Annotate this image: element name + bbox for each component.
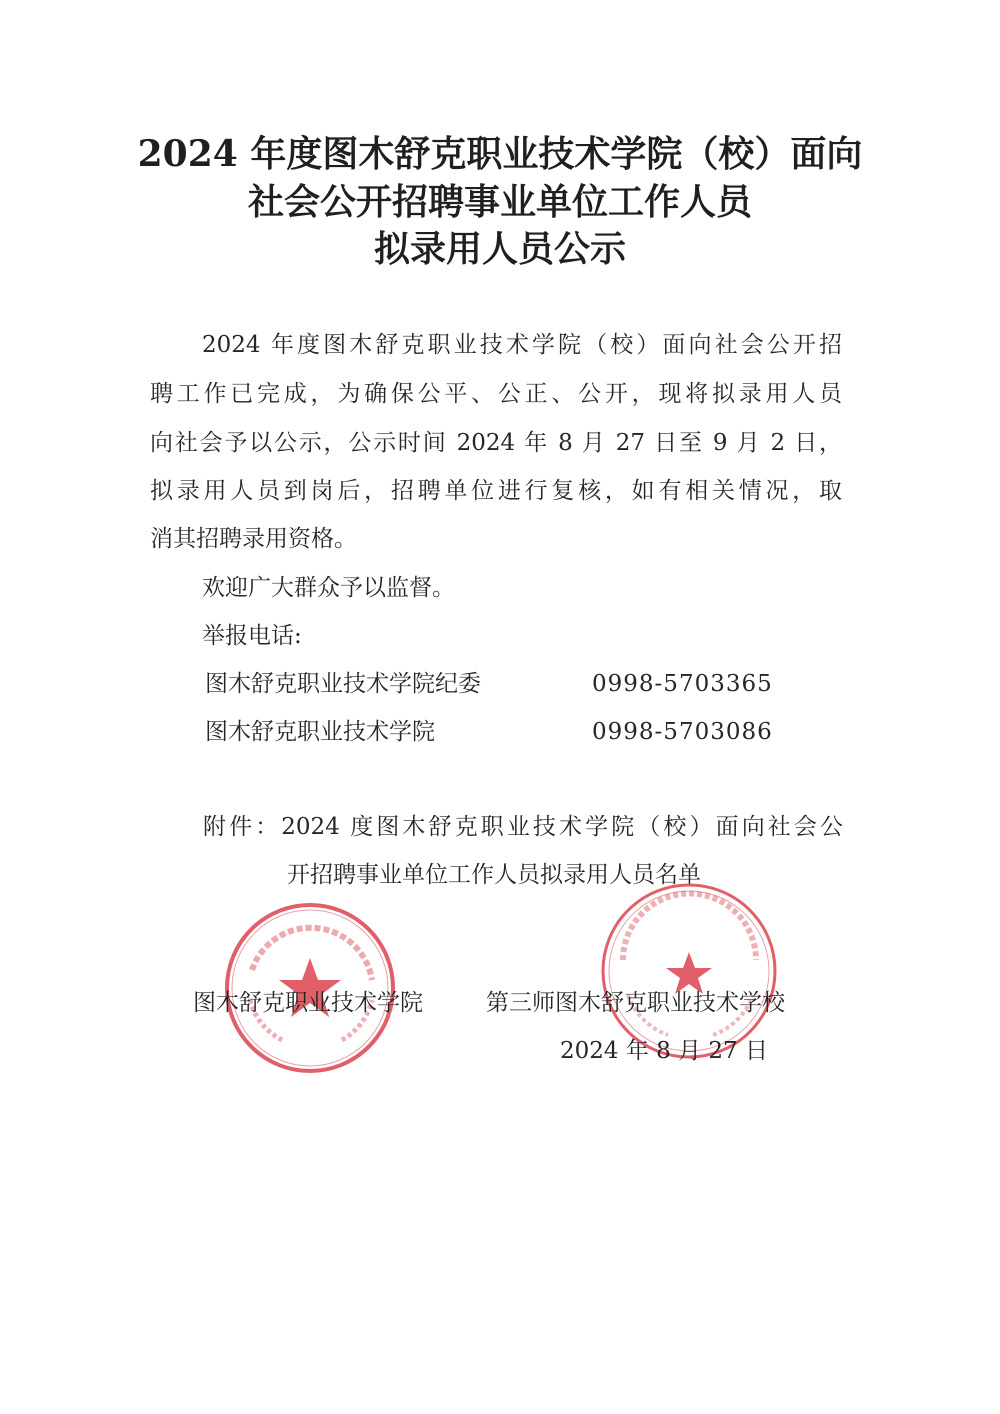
body-paragraph-line: 聘工作已完成，为确保公平、公正、公开，现将拟录用人员 xyxy=(150,381,842,407)
body-paragraph-line: 消其招聘录用资格。 xyxy=(150,526,357,552)
attachment-line-2: 开招聘事业单位工作人员拟录用人员名单 xyxy=(287,862,701,888)
contact-phone: 0998-5703086 xyxy=(592,719,773,745)
report-phone-label: 举报电话: xyxy=(202,623,302,649)
title-line-1: 2024 年度图木舒克职业技术学院（校）面向 xyxy=(137,133,863,175)
contact-name: 图木舒克职业技术学院 xyxy=(205,719,435,745)
contact-phone: 0998-5703365 xyxy=(592,671,773,697)
contact-name: 图木舒克职业技术学院纪委 xyxy=(205,671,481,697)
body-paragraph-line: 向社会予以公示，公示时间 2024 年 8 月 27 日至 9 月 2 日， xyxy=(150,430,842,456)
welcome-text: 欢迎广大群众予以监督。 xyxy=(202,575,455,601)
signing-organization-1: 图木舒克职业技术学院 xyxy=(193,990,423,1016)
school-seal-right xyxy=(598,880,780,1062)
signature-date: 2024 年 8 月 27 日 xyxy=(560,1038,768,1064)
title-line-3: 拟录用人员公示 xyxy=(373,228,626,270)
signing-organization-2: 第三师图木舒克职业技术学校 xyxy=(486,990,785,1016)
title-line-2: 社会公开招聘事业单位工作人员 xyxy=(247,181,752,223)
attachment-line-1: 附件：2024 度图木舒克职业技术学院（校）面向社会公 xyxy=(203,814,843,840)
body-paragraph-line: 拟录用人员到岗后，招聘单位进行复核，如有相关情况，取 xyxy=(150,478,842,504)
body-paragraph-line: 2024 年度图木舒克职业技术学院（校）面向社会公开招 xyxy=(202,332,842,358)
